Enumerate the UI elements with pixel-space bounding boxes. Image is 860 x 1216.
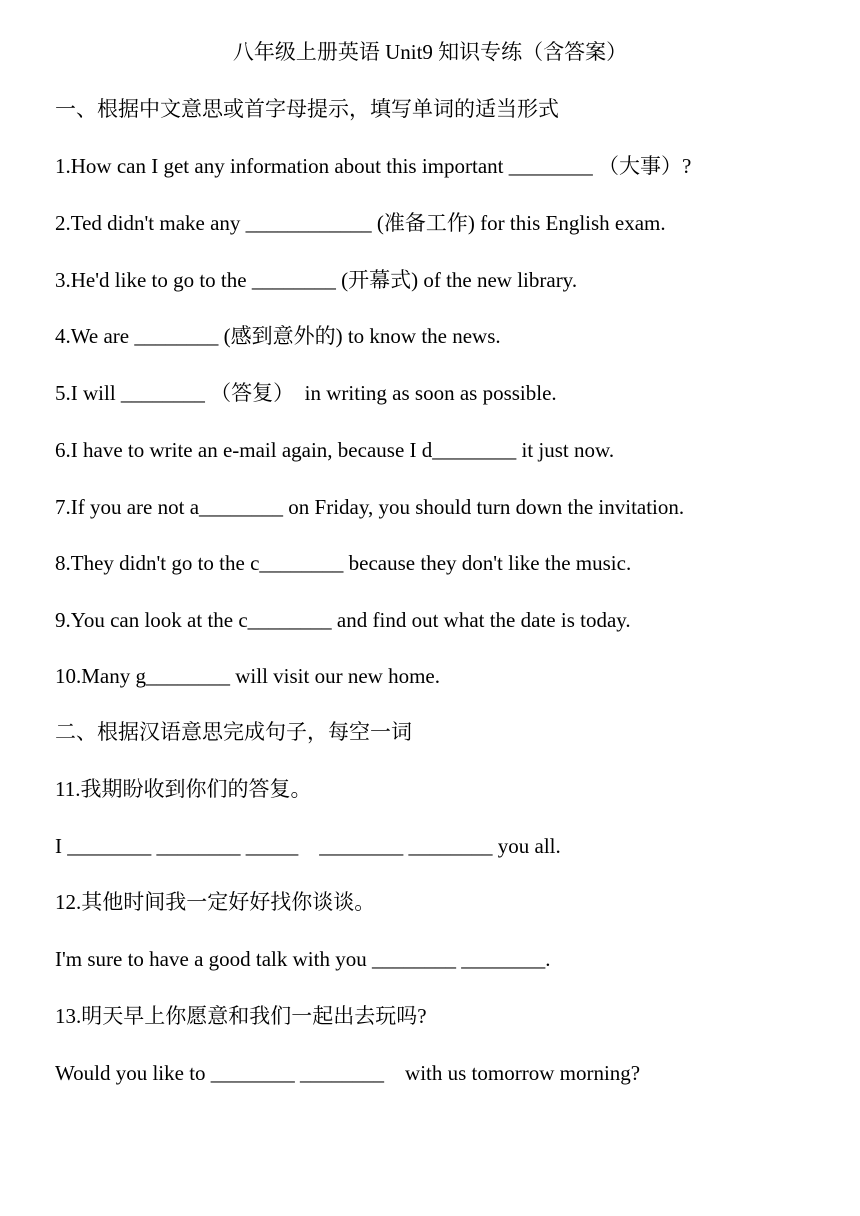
section-2-heading: 二、根据汉语意思完成句子，每空一词 [55, 720, 412, 744]
question-12-prompt: 12.其他时间我一定好好找你谈谈。 [55, 890, 376, 914]
question-4: 4.We are ________ (感到意外的) to know the news. [55, 324, 501, 348]
question-9: 9.You can look at the c________ and find out what the date is today. [55, 608, 631, 632]
question-12-answer-line: I'm sure to have a good talk with you ________ ________. [55, 947, 551, 971]
question-5: 5.I will ________ （答复） in writing as soon as possible. [55, 381, 557, 405]
question-6: 6.I have to write an e-mail again, because I d________ it just now. [55, 438, 615, 462]
question-3: 3.He'd like to go to the ________ (开幕式) of the new library. [55, 268, 578, 292]
question-11-prompt: 11.我期盼收到你们的答复。 [55, 777, 312, 801]
question-13-prompt: 13.明天早上你愿意和我们一起出去玩吗? [55, 1004, 427, 1028]
section-1-heading: 一、根据中文意思或首字母提示，填写单词的适当形式 [55, 97, 559, 121]
question-11-answer-line: I ________ ________ _____ ________ ________ you all. [55, 834, 561, 858]
page-title: 八年级上册英语 Unit9 知识专练（含答案） [232, 40, 628, 64]
question-8: 8.They didn't go to the c________ because they don't like the music. [55, 551, 632, 575]
question-13-answer-line: Would you like to ________ ________ with us tomorrow morning? [55, 1061, 641, 1085]
question-7: 7.If you are not a________ on Friday, you should turn down the invitation. [55, 495, 685, 519]
question-1: 1.How can I get any information about this important ________ （大事）? [55, 154, 692, 178]
question-2: 2.Ted didn't make any ____________ (准备工作) for this English exam. [55, 211, 666, 235]
question-10: 10.Many g________ will visit our new home. [55, 664, 440, 688]
